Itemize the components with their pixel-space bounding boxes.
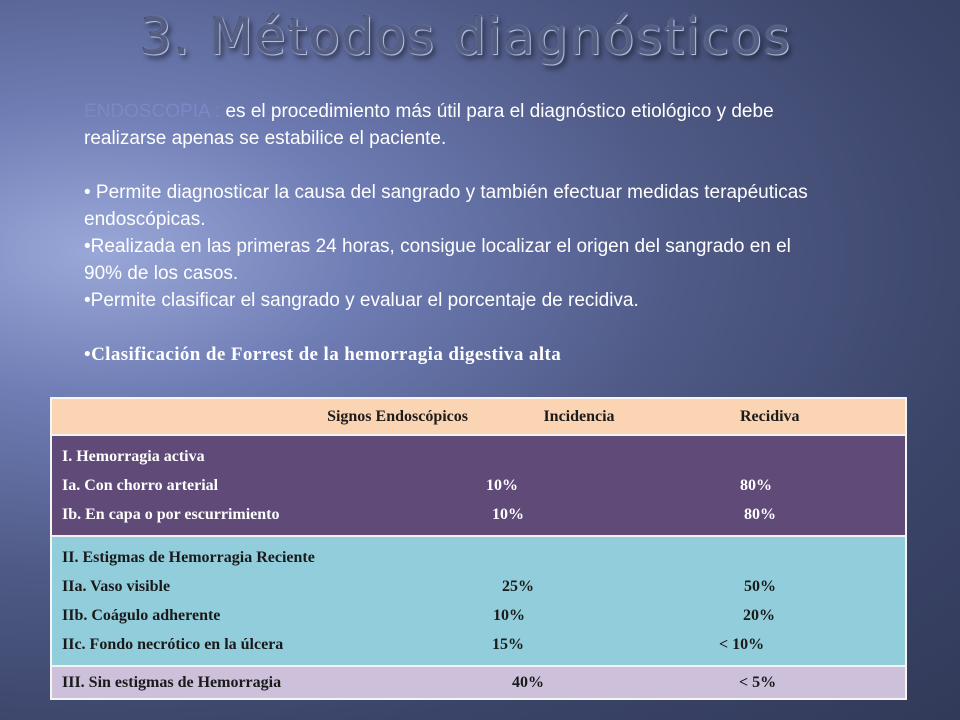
table-row <box>51 667 906 699</box>
forrest-table <box>50 397 907 700</box>
row-label: III. Sin estigmas de Hemorragia <box>51 667 476 699</box>
header-signos: Signos Endoscópicos <box>327 407 468 425</box>
table-row <box>51 436 906 471</box>
table-row <box>51 537 906 572</box>
row-label: IIa. Vaso visible <box>51 572 476 601</box>
slide-title: 3. Métodos diagnósticos <box>140 8 792 66</box>
row-recidiva: 50% <box>682 572 906 601</box>
row-label: IIc. Fondo necrótico en la úlcera <box>51 630 476 665</box>
table-row <box>51 572 906 601</box>
row-incidencia: 10% <box>476 601 682 630</box>
row-recidiva: 80% <box>682 500 906 535</box>
group-title: I. Hemorragia activa <box>51 436 476 471</box>
row-label: Ib. En capa o por escurrimiento <box>51 500 476 535</box>
bullet-item: •Permite clasificar el sangrado y evaluar el porcentaje de recidiva. <box>84 290 639 311</box>
intro-paragraph <box>84 98 824 152</box>
intro-block <box>84 98 824 368</box>
bullet-item: • Permite diagnosticar la causa del sangrado y también efectuar medidas terapéuticas endoscópicas. <box>84 182 808 230</box>
row-incidencia: 15% <box>476 630 682 665</box>
row-incidencia: 10% <box>476 471 682 500</box>
row-incidencia: 40% <box>476 667 682 699</box>
table-row <box>51 630 906 665</box>
row-recidiva: 80% <box>682 471 906 500</box>
row-label: IIb. Coágulo adherente <box>51 601 476 630</box>
row-incidencia: 10% <box>476 500 682 535</box>
row-recidiva: 20% <box>682 601 906 630</box>
table-header-row <box>51 398 906 434</box>
row-recidiva: < 5% <box>682 667 906 699</box>
table-row <box>51 500 906 535</box>
intro-text: es el procedimiento más útil para el diagnóstico etiológico y debe realizarse apenas se estabilice el paciente. <box>84 101 774 149</box>
bullet-item: •Realizada en las primeras 24 horas, consigue localizar el origen del sangrado en el 90% de los casos. <box>84 236 791 284</box>
forrest-heading: •Clasificación de Forrest de la hemorragia digestiva alta <box>84 344 562 365</box>
forrest-heading-text: Clasificación de Forrest de la hemorragia digestiva alta <box>91 344 562 365</box>
row-incidencia: 25% <box>476 572 682 601</box>
table-row <box>51 471 906 500</box>
header-incidencia: Incidencia <box>543 407 615 425</box>
group-title: II. Estigmas de Hemorragia Reciente <box>51 537 476 572</box>
header-recidiva: Recidiva <box>740 407 800 425</box>
row-recidiva: < 10% <box>682 630 906 665</box>
table-row <box>51 601 906 630</box>
row-label: Ia. Con chorro arterial <box>51 471 476 500</box>
endoscopia-label: ENDOSCOPIA : <box>84 101 221 122</box>
